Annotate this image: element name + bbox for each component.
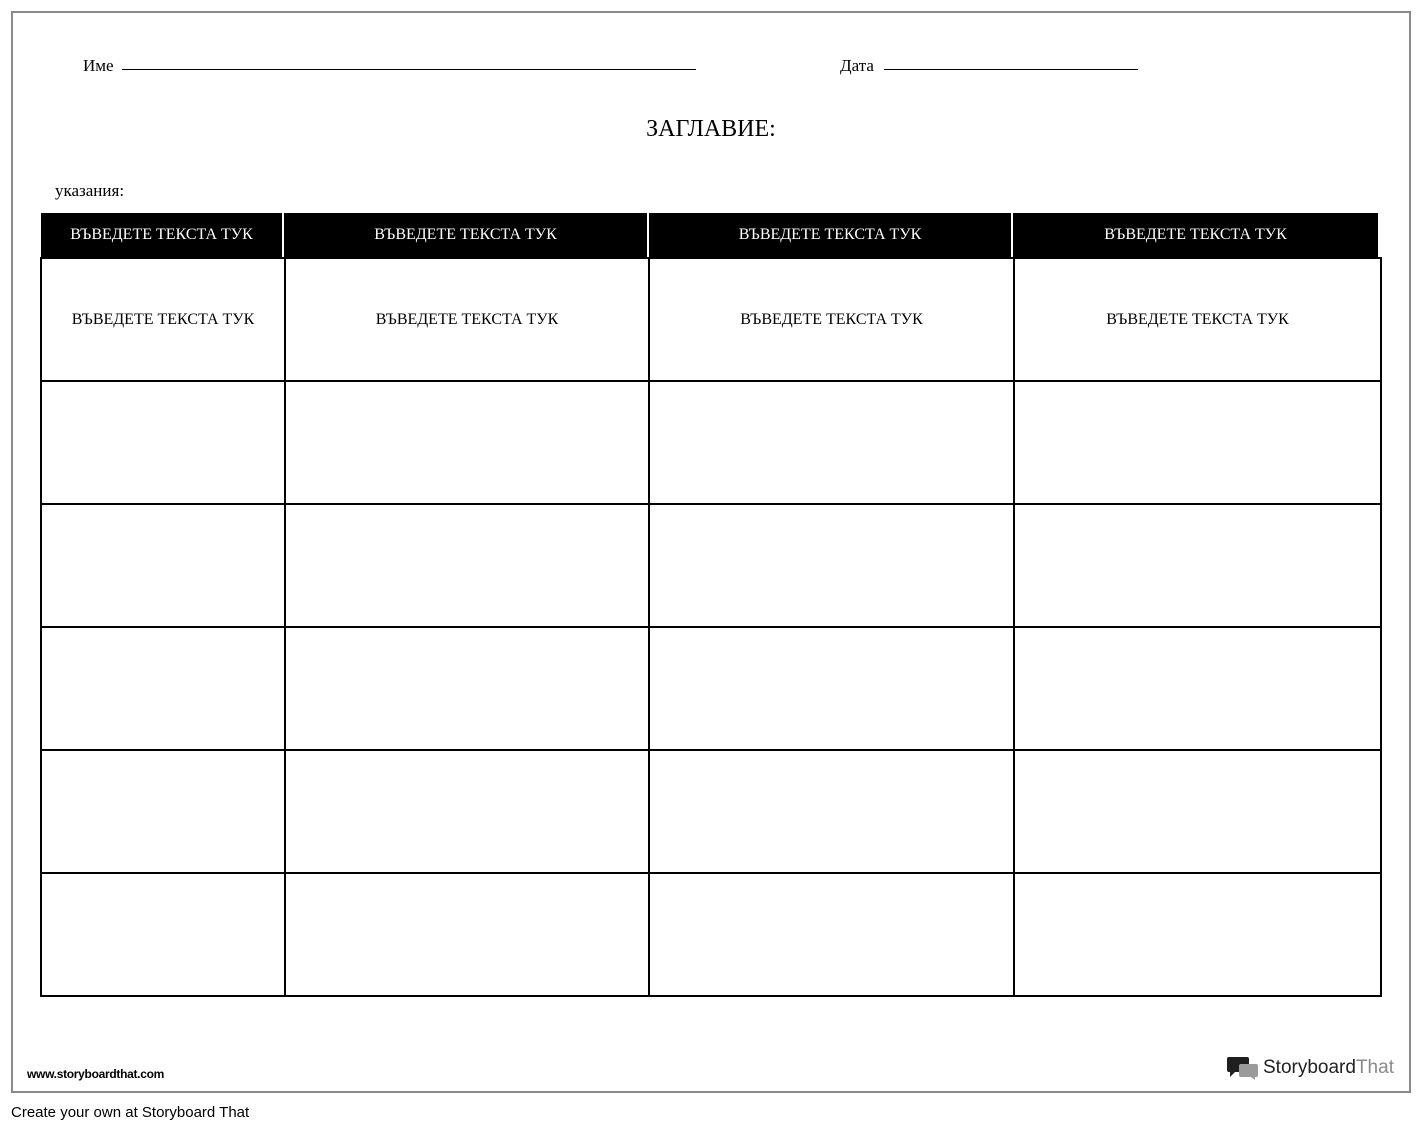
table-cell[interactable] [285, 381, 649, 504]
table-cell[interactable] [285, 627, 649, 750]
table-row [41, 381, 1381, 504]
table-body [40, 257, 1382, 997]
logo-text-storyboard: Storyboard [1263, 1057, 1356, 1078]
logo-text-that: That [1355, 1057, 1394, 1078]
table-header-cell[interactable]: ВЪВЕДЕТЕ ТЕКСТА ТУК [649, 213, 1013, 257]
create-your-own-link[interactable]: Create your own at Storyboard That [11, 1104, 250, 1121]
table-cell[interactable] [41, 627, 285, 750]
table-cell[interactable] [285, 873, 649, 996]
table-cell[interactable] [649, 504, 1014, 627]
table-cell[interactable] [285, 750, 649, 873]
table-cell[interactable] [649, 750, 1014, 873]
table-cell[interactable] [285, 504, 649, 627]
worksheet-table [40, 213, 1380, 1009]
table-cell[interactable]: ВЪВЕДЕТЕ ТЕКСТА ТУК [649, 258, 1014, 381]
date-field-line[interactable] [884, 69, 1138, 70]
table-row [41, 258, 1381, 381]
table-cell[interactable] [41, 750, 285, 873]
name-field-line[interactable] [122, 69, 696, 70]
speech-bubbles-icon [1227, 1055, 1259, 1081]
table-cell[interactable] [1014, 873, 1381, 996]
table-cell[interactable] [41, 504, 285, 627]
table-header-cell[interactable]: ВЪВЕДЕТЕ ТЕКСТА ТУК [41, 213, 284, 257]
table-cell[interactable]: ВЪВЕДЕТЕ ТЕКСТА ТУК [1014, 258, 1381, 381]
table-cell[interactable] [1014, 750, 1381, 873]
storyboardthat-logo[interactable] [1227, 1054, 1394, 1082]
worksheet-title: ЗАГЛАВИЕ: [646, 116, 776, 142]
table-cell[interactable] [649, 381, 1014, 504]
table-header-row [41, 213, 1378, 257]
table-cell[interactable] [41, 381, 285, 504]
table-header-cell[interactable]: ВЪВЕДЕТЕ ТЕКСТА ТУК [284, 213, 649, 257]
table-cell[interactable] [1014, 381, 1381, 504]
table-row [41, 873, 1381, 996]
table-cell[interactable] [1014, 627, 1381, 750]
table-row [41, 750, 1381, 873]
table-cell[interactable] [649, 627, 1014, 750]
table-header-cell[interactable]: ВЪВЕДЕТЕ ТЕКСТА ТУК [1013, 213, 1378, 257]
date-label: Дата [840, 56, 874, 75]
table-cell[interactable]: ВЪВЕДЕТЕ ТЕКСТА ТУК [285, 258, 649, 381]
table-cell[interactable] [1014, 504, 1381, 627]
table-row [41, 627, 1381, 750]
footer-url[interactable]: www.storyboardthat.com [27, 1067, 164, 1081]
table-cell[interactable] [41, 873, 285, 996]
name-label: Име [83, 56, 114, 75]
table-cell[interactable] [649, 873, 1014, 996]
instructions-label: указания: [55, 181, 125, 200]
table-cell[interactable]: ВЪВЕДЕТЕ ТЕКСТА ТУК [41, 258, 285, 381]
table-row [41, 504, 1381, 627]
